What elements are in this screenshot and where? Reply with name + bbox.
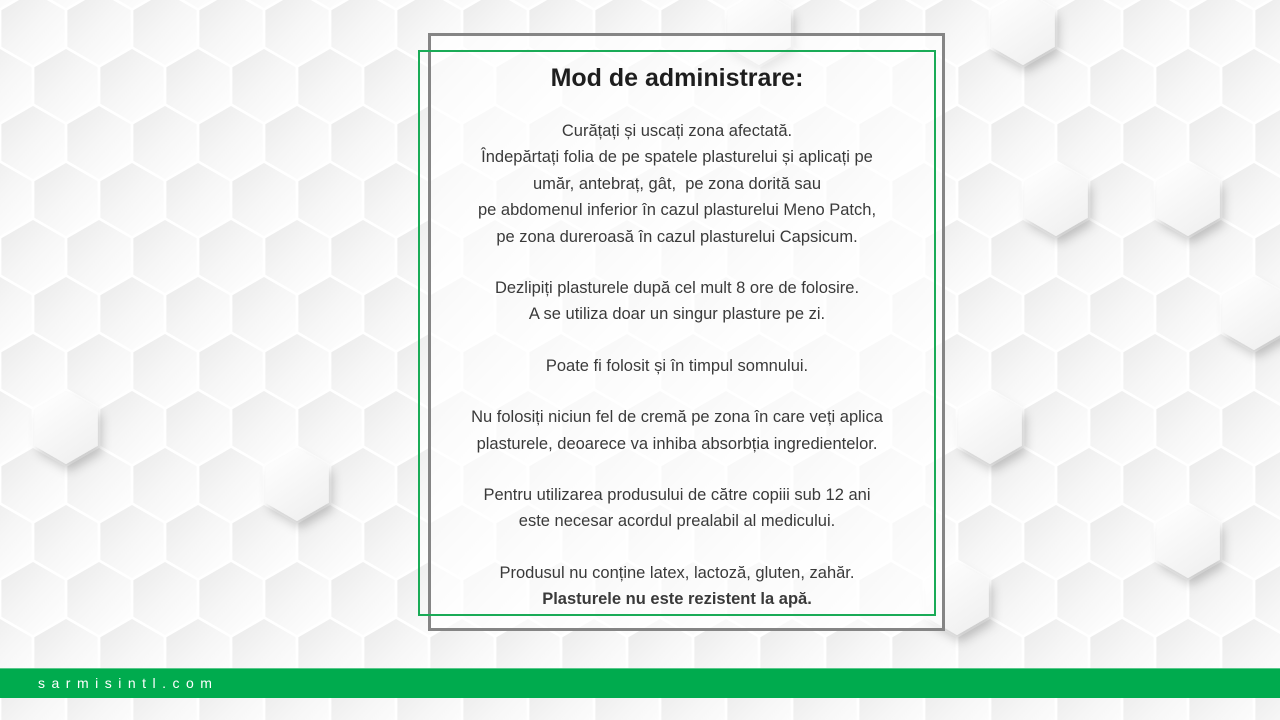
text-line: Curățați și uscați zona afectată. <box>561 122 793 140</box>
text-line: Pentru utilizarea produsului de către copiii sub 12 ani <box>483 486 871 505</box>
text-line: Nu folosiți niciun fel de cremă pe zona în care veți aplica <box>471 408 883 427</box>
text-line: Dezlipiți plasturele după cel mult 8 ore de folosire. <box>494 279 860 298</box>
paragraph-application <box>420 118 934 250</box>
text-line: Produsul nu conține latex, lactoză, gluten, zahăr. <box>499 563 855 582</box>
slide-title: Mod de administrare: <box>550 64 804 92</box>
paragraph-contents <box>420 560 934 613</box>
footer-website: sarmisintl.com <box>38 675 219 691</box>
text-line: umăr, antebraț, gât, pe zona dorită sau <box>532 174 822 193</box>
text-line: A se utiliza doar un singur plasture pe zi. <box>528 305 826 324</box>
text-line: pe abdomenul inferior în cazul plasturelui Meno Patch, <box>477 201 877 220</box>
inner-green-border-box <box>418 50 936 616</box>
text-line: Poate fi folosit și în timpul somnului. <box>545 356 809 375</box>
text-line: este necesar acordul prealabil al medicului. <box>518 512 836 531</box>
slide-body-text <box>420 52 934 614</box>
text-line: pe zona dureroasă în cazul plasturelui Capsicum. <box>496 227 858 246</box>
text-line: plasturele, deoarece va inhiba absorbția ingredientelor. <box>476 434 878 453</box>
text-line-bold-warning: Plasturele nu este rezistent la apă. <box>542 590 812 609</box>
text-line: Îndepărtați folia de pe spatele plasturelui și aplicați pe <box>481 148 873 167</box>
paragraph-duration <box>420 275 934 328</box>
paragraph-children <box>420 482 934 535</box>
footer-bar <box>0 668 1280 698</box>
paragraph-no-cream <box>420 404 934 457</box>
paragraph-sleep <box>420 353 934 379</box>
